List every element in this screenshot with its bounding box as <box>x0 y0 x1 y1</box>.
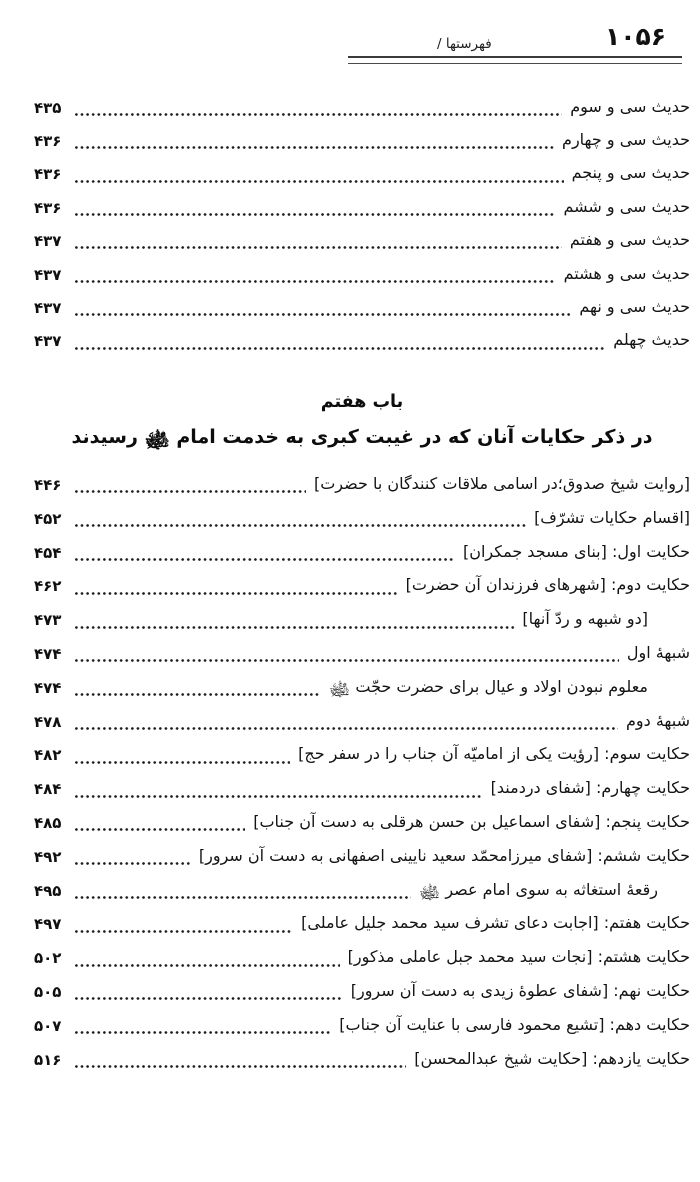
toc-entry-row <box>34 536 690 570</box>
toc-entry-title: حدیث سی و سوم <box>570 96 690 116</box>
dot-leader <box>75 626 514 629</box>
toc-entry-row <box>34 91 690 124</box>
toc-list-stories <box>34 468 690 1076</box>
toc-entry-title: حکایت هفتم: [اجابت دعای تشرف سید محمد جلیل عاملی] <box>301 913 690 933</box>
dot-leader <box>75 146 554 149</box>
toc-entry-row <box>34 739 690 773</box>
dot-leader <box>75 896 411 899</box>
toc-entry-row <box>34 671 690 705</box>
dot-leader <box>75 693 321 696</box>
toc-entry-title: حدیث سی و چهارم <box>562 130 690 150</box>
toc-entry-row <box>34 941 690 975</box>
dot-leader <box>75 964 340 967</box>
toc-entry-row <box>34 975 690 1009</box>
toc-entry-title: حدیث سی و ششم <box>563 196 690 216</box>
toc-entry-page-number: ۵۰۷ <box>34 1016 62 1035</box>
toc-entry-title: حدیث سی و پنجم <box>571 163 690 183</box>
toc-entry-title: [روایت شیخ صدوق؛در اسامی ملاقات کنندگان با حضرت] <box>313 474 690 494</box>
toc-entry-row <box>34 772 690 806</box>
toc-entry-page-number: ۴۵۲ <box>34 509 62 528</box>
dot-leader <box>75 180 564 183</box>
toc-entry-title: حدیث سی و هفتم <box>569 230 690 250</box>
toc-entry-page-number: ۴۳۶ <box>34 132 62 151</box>
toc-entry-title: رقعۀ استغاثه به سوی امام عصر ﵊ <box>418 879 658 899</box>
page-number: ۱۰۵۶ <box>604 22 666 51</box>
dot-leader <box>75 524 526 527</box>
toc-entry-row <box>34 603 690 637</box>
dot-leader <box>75 930 293 933</box>
toc-entry-page-number: ۴۳۵ <box>34 98 62 117</box>
toc-list-hadith <box>34 91 690 358</box>
toc-entry-row <box>34 1009 690 1043</box>
toc-entry-page-number: ۴۷۳ <box>34 611 62 630</box>
toc-entry-page-number: ۴۹۲ <box>34 847 62 866</box>
toc-entry-page-number: ۴۳۶ <box>34 165 62 184</box>
toc-entry-page-number: ۴۴۶ <box>34 476 62 495</box>
toc-entry-page-number: ۴۹۷ <box>34 915 62 934</box>
toc-entry-row <box>34 502 690 536</box>
dot-leader <box>75 558 455 561</box>
dot-leader <box>75 246 562 249</box>
toc-entry-title: شبهۀ دوم <box>625 710 690 730</box>
running-head-title: فهرستها / <box>437 36 492 52</box>
dot-leader <box>75 795 483 798</box>
toc-entry-row <box>34 1043 690 1077</box>
toc-entry-page-number: ۴۳۶ <box>34 198 62 217</box>
toc-entry-row <box>34 570 690 604</box>
toc-entry-title: شبهۀ اول <box>626 643 690 662</box>
toc-entry-title: حکایت دوم: [شهرهای فرزندان آن حضرت] <box>405 575 690 595</box>
toc-entry-title: [دو شبهه و ردّ آنها] <box>522 609 648 629</box>
page-header <box>0 0 700 65</box>
toc-entry-title: حکایت چهارم: [شفای دردمند] <box>490 778 690 798</box>
toc-entry-title: حدیث سی و نهم <box>579 297 690 317</box>
toc-entry-page-number: ۴۸۴ <box>34 780 62 799</box>
toc-entry-title: حدیث سی و هشتم <box>563 263 690 283</box>
toc-entry-row <box>34 325 690 358</box>
dot-leader <box>75 113 562 116</box>
toc-entry-page-number: ۵۰۵ <box>34 982 62 1001</box>
dot-leader <box>75 1031 331 1034</box>
dot-leader <box>75 592 398 595</box>
toc-entry-row <box>34 840 690 874</box>
toc-entry-title: حکایت ششم: [شفای میرزامحمّد سعید نایینی اصفهانی به دست آن سرور] <box>198 845 690 865</box>
toc-entry-page-number: ۴۳۷ <box>34 265 62 284</box>
dot-leader <box>75 828 245 831</box>
toc-entry-title: حکایت اول: [بنای مسجد جمکران] <box>462 541 690 561</box>
dot-leader <box>75 313 571 316</box>
toc-entry-page-number: ۴۷۴ <box>34 645 62 663</box>
toc-entry-title: [اقسام حکایات تشرّف] <box>534 507 690 527</box>
toc-entry-title: معلوم نبودن اولاد و عیال برای حضرت حجّت ﵊ <box>329 676 648 696</box>
toc-entry-row <box>34 191 690 224</box>
toc-entry-row <box>34 874 690 908</box>
toc-entry-title: حکایت پنجم: [شفای اسماعیل بن حسن هرقلی به دست آن جناب] <box>253 811 690 831</box>
toc-entry-page-number: ۴۷۸ <box>34 712 62 731</box>
dot-leader <box>75 761 290 764</box>
toc-entry-page-number: ۴۶۲ <box>34 577 62 596</box>
toc-entry-page-number: ۴۷۴ <box>34 678 62 697</box>
toc-entry-title: حکایت دهم: [تشیع محمود فارسی با عنایت آن جناب] <box>339 1014 690 1034</box>
toc-entry-title: حکایت نهم: [شفای عطوۀ زیدی به دست آن سرور] <box>350 980 690 1000</box>
toc-entry-row <box>34 705 690 739</box>
dot-leader <box>75 347 605 350</box>
toc-entry-row <box>34 637 690 671</box>
toc-entry-page-number: ۵۰۲ <box>34 949 62 968</box>
toc-entry-row <box>34 291 690 324</box>
toc-entry-row <box>34 806 690 840</box>
toc-entry-title: حکایت یازدهم: [حکایت شیخ عبدالمحسن] <box>414 1048 690 1068</box>
toc-entry-title: حکایت هشتم: [نجات سید محمد جبل عاملی مذکور] <box>347 947 690 967</box>
toc-entry-row <box>34 907 690 941</box>
toc-entry-page-number: ۴۳۷ <box>34 332 62 351</box>
toc-entry-row <box>34 158 690 191</box>
chapter-title: باب هفتم <box>320 392 404 413</box>
header-double-rule <box>348 56 682 64</box>
dot-leader <box>75 997 343 1000</box>
dot-leader <box>75 659 619 662</box>
toc-entry-title: حکایت سوم: [رؤیت یکی از امامیّه آن جناب را در سفر حج] <box>298 744 690 764</box>
toc-entry-row <box>34 258 690 291</box>
dot-leader <box>75 862 191 865</box>
toc-content <box>0 91 700 1076</box>
toc-entry-page-number: ۴۳۷ <box>34 299 62 318</box>
toc-entry-page-number: ۴۸۲ <box>34 746 62 765</box>
dot-leader <box>75 1065 406 1068</box>
dot-leader <box>75 213 555 216</box>
chapter-heading <box>34 388 690 454</box>
toc-entry-row <box>34 124 690 157</box>
toc-entry-page-number: ۴۸۵ <box>34 813 62 832</box>
toc-entry-row <box>34 225 690 258</box>
dot-leader <box>75 280 556 283</box>
dot-leader <box>75 727 618 730</box>
chapter-subtitle: در ذکر حکایات آنان که در غیبت کبری به خدمت امام ﵊ رسیدند <box>71 426 653 449</box>
dot-leader <box>75 490 306 493</box>
toc-entry-page-number: ۵۱۶ <box>34 1050 62 1069</box>
toc-entry-page-number: ۴۳۷ <box>34 232 62 251</box>
toc-entry-page-number: ۴۵۴ <box>34 543 62 562</box>
toc-entry-row <box>34 468 690 502</box>
toc-entry-page-number: ۴۹۵ <box>34 881 62 900</box>
toc-entry-title: حدیث چهلم <box>613 330 690 350</box>
